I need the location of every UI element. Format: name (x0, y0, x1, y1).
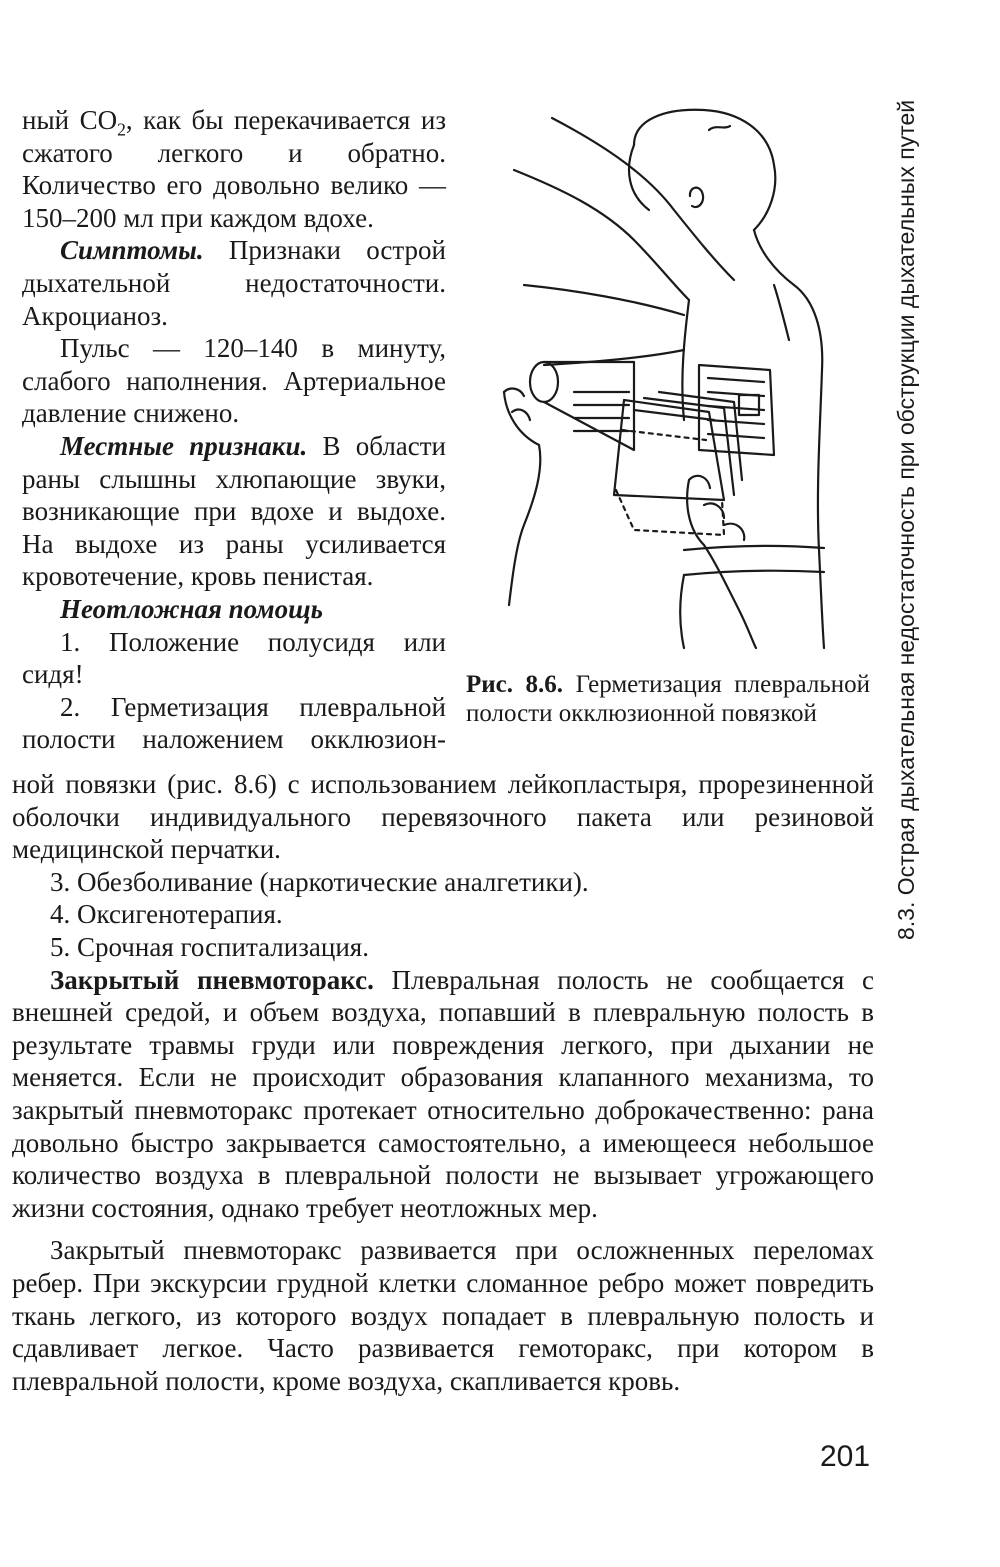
figure-label: Рис. 8.6. (466, 671, 564, 698)
symptoms-label: Симптомы. (60, 235, 204, 266)
full-width-column (12, 768, 874, 1397)
paragraph-co2: ный $CO_2$, как бы перекачивается из сжатого легкого и обратно. Количество его довольно велико — 150–200 мл при каждом вдохе. (22, 105, 446, 233)
closed-pneumothorax-label: Закрытый пневмоторакс. (50, 964, 374, 995)
page-number: 201 (820, 1440, 871, 1473)
running-head: 8.3. Острая дыхательная недостаточность при обструкции дыхательных путей (893, 99, 919, 940)
list-item-3: 3. Обезболивание (наркотические аналгетики). (50, 866, 589, 897)
paragraph-local-signs: Местные признаки. В области раны слышны хлюпающие звуки, возникающие при вдохе и выдохе. На выдохе из раны усиливается кровотечение, кровь пенистая. (22, 430, 447, 592)
left-column (22, 104, 446, 756)
list-item-5: 5. Срочная госпитализация. (50, 931, 369, 962)
paragraph-complications: Закрытый пневмоторакс развивается при осложненных переломах ребер. При экскурсии грудной клетки сломанное ребро может повредить ткань легкого, из которого воздух попадает в плевральную полость и сдавливает легкое. Часто развивается гемоторакс, при котором в плевральной полости, кроме воздуха, скапливается кровь. (12, 1235, 874, 1396)
emergency-heading: Неотложная помощь (60, 593, 323, 624)
local-signs-label: Местные признаки. (60, 430, 308, 461)
bandage-illustration (484, 100, 854, 650)
paragraph-closed-pneumothorax: Закрытый пневмоторакс. Плевральная полость не сообщается с внешней средой, и объем воздуха, попавший в плевральную полость в результате травмы груди или повреждения легкого, при дыхании не меняется. Если не происходит образования клапанного механизма, то закрытый пневмоторакс протекает относительно доброкачественно: рана довольно быстро закрывается самостоятельно, а имеющееся небольшое количество воздуха в плевральной полости не вызывает угрожающего жизни состояния, однако требует неотложных мер. (12, 964, 874, 1223)
paragraph-pulse: Пульс — 120–140 в минуту, слабого наполнения. Артериальное давление снижено. (22, 333, 446, 429)
list-item-2-start: 2. Герметизация плевральной полости наложением окклюзион- (22, 691, 446, 755)
paragraph-symptoms: Симптомы. Признаки острой дыхательной недостаточности. Акроцианоз. (22, 235, 446, 331)
list-item-1: 1. Положение полусидя или сидя! (22, 626, 446, 690)
list-item-4: 4. Оксигенотерапия. (50, 899, 283, 930)
figure-caption: Рис. 8.6. Герметизация плевральной полости окклюзионной повязкой (466, 671, 870, 727)
list-item-2-continuation: ной повязки (рис. 8.6) с использованием лейкопластыря, прорезиненной оболочки индивидуального перевязочного пакета или резиновой медицинской перчатки. (12, 769, 874, 865)
